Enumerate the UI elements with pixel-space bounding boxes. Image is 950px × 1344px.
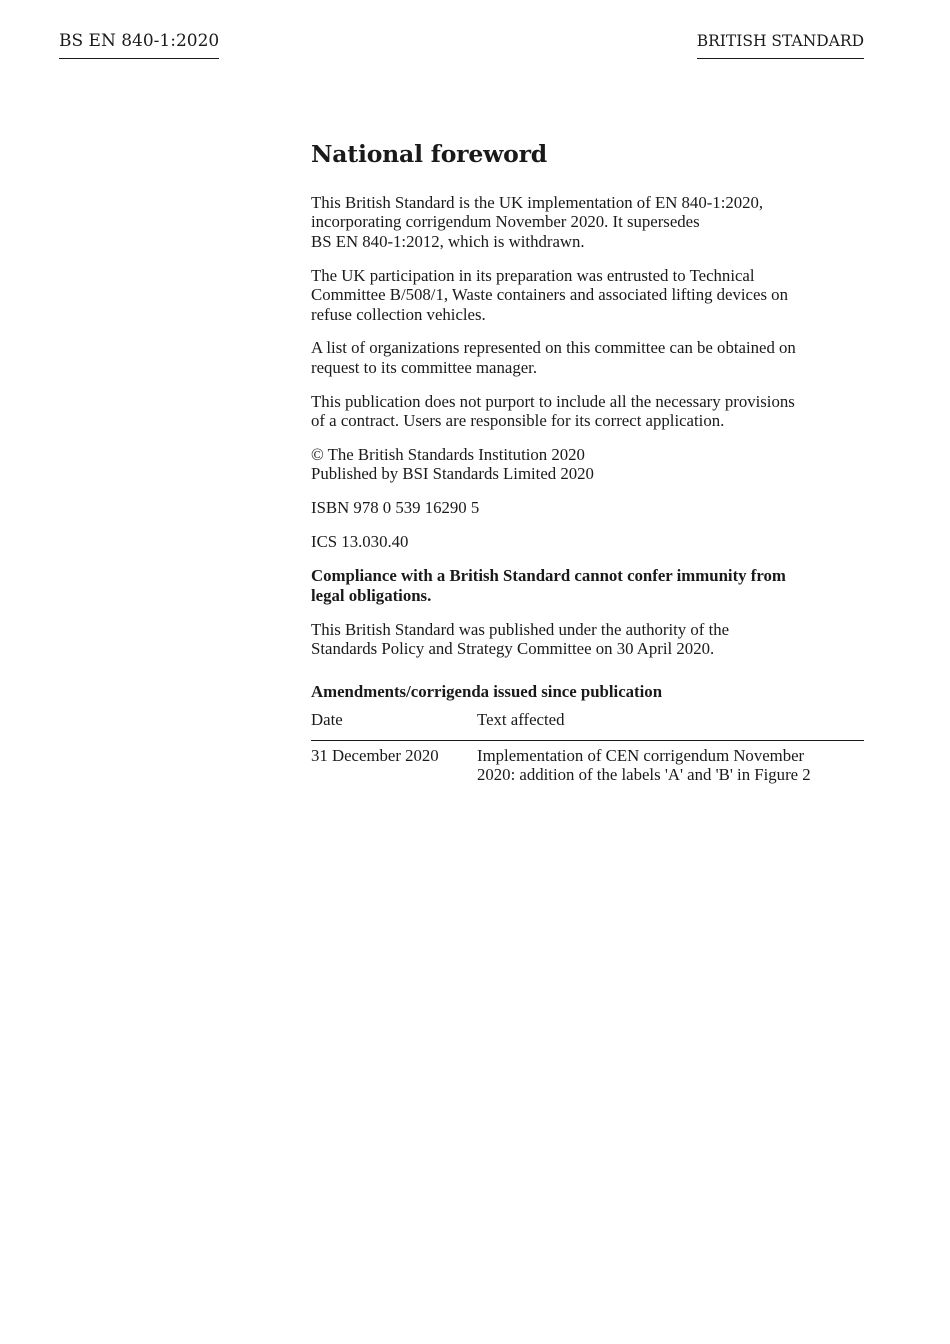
paragraph-copyright [311,445,865,484]
cell-text-affected [477,740,864,784]
paragraph-line: Compliance with a British Standard cannot confer immunity from [311,566,786,586]
paragraph-line: BS EN 840-1:2012, which is withdrawn. [311,231,585,251]
paragraph-ics [311,532,865,551]
paragraph-line: Committee B/508/1, Waste containers and associated lifting devices on [311,285,788,305]
paragraph-organizations [311,338,865,377]
paragraph-line: This publication does not purport to include all the necessary provisions [311,391,795,411]
paragraph-implementation [311,193,865,251]
paragraph-line: Standards Policy and Strategy Committee on 30 April 2020. [311,638,715,658]
amendments-table [311,710,864,784]
foreword-section [311,139,865,785]
paragraph-line: of a contract. Users are responsible for its correct application. [311,411,725,431]
amendments-title: Amendments/corrigenda issued since publication [311,682,663,702]
column-header-date: Date [311,710,477,740]
table-row [311,740,864,784]
header-document-type: BRITISH STANDARD [697,31,864,59]
paragraph-compliance [311,566,865,605]
paragraph-authority [311,620,865,659]
paragraph-line: ICS 13.030.40 [311,532,409,552]
paragraph-line: A list of organizations represented on this committee can be obtained on [311,338,796,358]
paragraph-line: ISBN 978 0 539 16290 5 [311,498,480,518]
paragraph-line: legal obligations. [311,585,432,605]
paragraph-line: © The British Standards Institution 2020 [311,445,585,465]
paragraph-line: This British Standard is the UK implementation of EN 840-1:2020, [311,193,764,212]
paragraph-participation [311,266,865,324]
paragraph-line: The UK participation in its preparation was entrusted to Technical [311,265,755,285]
paragraph-line: This British Standard was published under the authority of the [311,619,730,639]
column-header-text-affected: Text affected [477,710,864,740]
paragraph-line: refuse collection vehicles. [311,304,486,324]
paragraph-line: incorporating corrigendum November 2020. It supersedes [311,212,700,232]
paragraph-line: request to its committee manager. [311,357,538,377]
header-document-id: BS EN 840-1:2020 [59,31,219,59]
paragraph-provisions [311,392,865,431]
cell-date: 31 December 2020 [311,745,439,765]
paragraph-line: Published by BSI Standards Limited 2020 [311,464,594,484]
table-header-row [311,710,864,740]
paragraph-isbn [311,498,865,517]
page-title: National foreword [311,140,548,168]
cell-line: 2020: addition of the labels 'A' and 'B' in Figure 2 [477,765,811,785]
cell-line: Implementation of CEN corrigendum November [477,745,805,765]
